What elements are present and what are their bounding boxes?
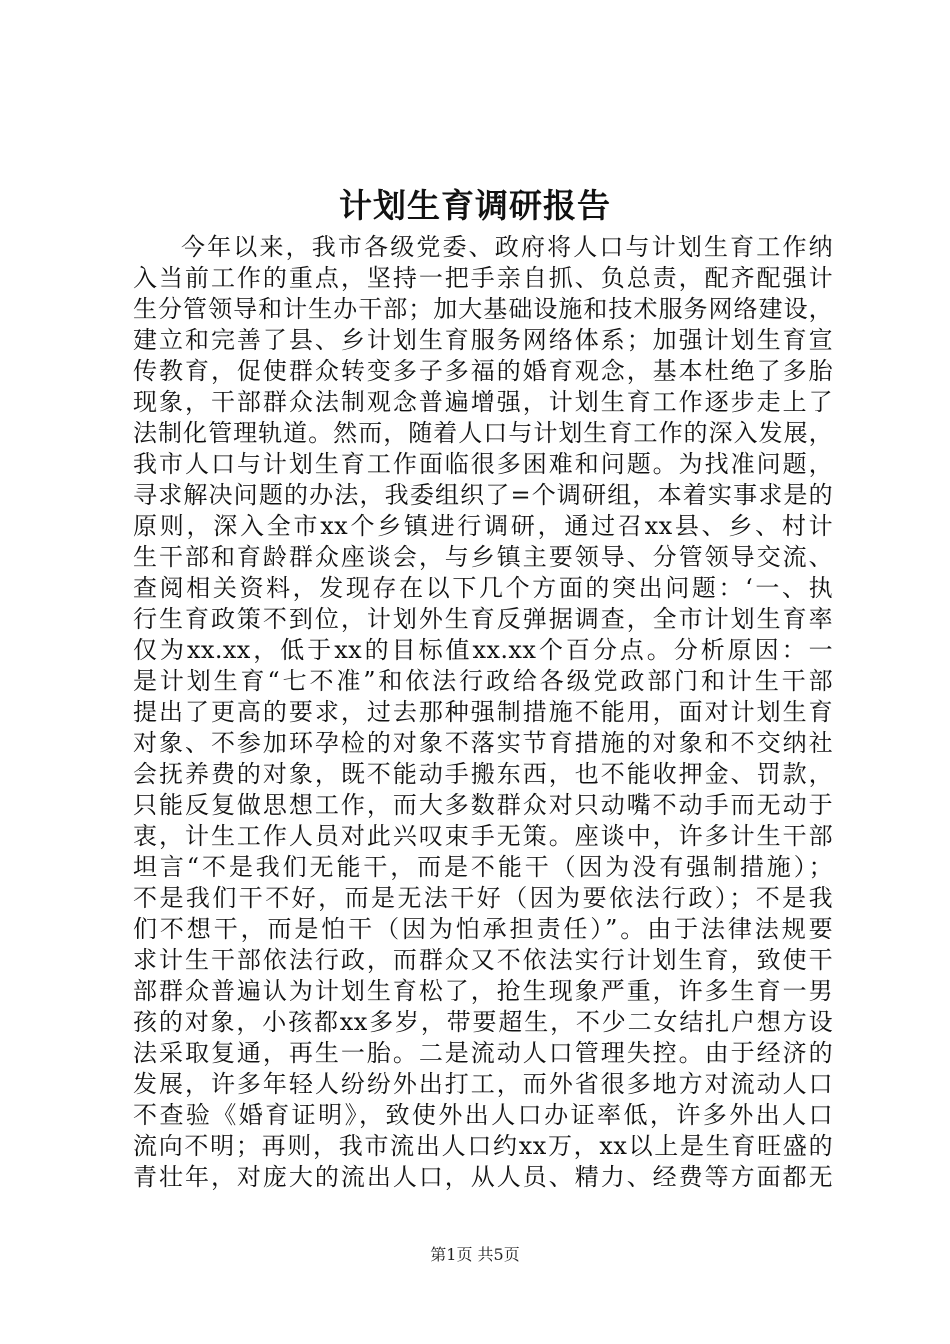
body-line: 传教育，促使群众转变多子多福的婚育观念，基本杜绝了多胎 xyxy=(133,357,833,385)
body-line: 提出了更高的要求，过去那种强制措施不能用，面对计划生育 xyxy=(133,698,833,726)
body-line: 仅为xx.xx，低于xx的目标值xx.xx个百分点。分析原因：一 xyxy=(133,636,833,664)
body-line: 生干部和育龄群众座谈会，与乡镇主要领导、分管领导交流、 xyxy=(133,543,833,571)
body-line: 入当前工作的重点，坚持一把手亲自抓、负总责，配齐配强计 xyxy=(133,264,833,292)
body-line: 行生育政策不到位，计划外生育反弹据调查，全市计划生育率 xyxy=(133,605,833,633)
body-line: 法采取复通，再生一胎。二是流动人口管理失控。由于经济的 xyxy=(133,1039,833,1067)
body-line: 寻求解决问题的办法，我委组织了=个调研组，本着实事求是的 xyxy=(133,481,833,509)
body-line: 发展，许多年轻人纷纷外出打工，而外省很多地方对流动人口 xyxy=(133,1070,833,1098)
body-line: 今年以来，我市各级党委、政府将人口与计划生育工作纳 xyxy=(181,233,833,261)
body-line: 现象，干部群众法制观念普遍增强，计划生育工作逐步走上了 xyxy=(133,388,833,416)
body-line: 对象、不参加环孕检的对象不落实节育措施的对象和不交纳社 xyxy=(133,729,833,757)
body-line: 原则，深入全市xx个乡镇进行调研，通过召xx县、乡、村计 xyxy=(133,512,833,540)
body-line: 生分管领导和计生办干部；加大基础设施和技术服务网络建设， xyxy=(133,295,833,323)
body-line: 坦言“不是我们无能干，而是不能干（因为没有强制措施）； xyxy=(133,853,833,881)
body-line: 衷，计生工作人员对此兴叹束手无策。座谈中，许多计生干部 xyxy=(133,822,833,850)
body-line: 法制化管理轨道。然而，随着人口与计划生育工作的深入发展， xyxy=(133,419,833,447)
body-line: 查阅相关资料，发现存在以下几个方面的突出问题：‘一、执 xyxy=(133,574,833,602)
body-line: 我市人口与计划生育工作面临很多困难和问题。为找准问题， xyxy=(133,450,833,478)
body-line: 建立和完善了县、乡计划生育服务网络体系；加强计划生育宣 xyxy=(133,326,833,354)
document-body xyxy=(133,232,833,1193)
body-line: 流向不明；再则，我市流出人口约xx万，xx以上是生育旺盛的 xyxy=(133,1132,833,1160)
body-line: 不查验《婚育证明》，致使外出人口办证率低，许多外出人口 xyxy=(133,1101,833,1129)
body-line: 孩的对象，小孩都xx多岁，带要超生，不少二女结扎户想方设 xyxy=(133,1008,833,1036)
body-line: 只能反复做思想工作，而大多数群众对只动嘴不动手而无动于 xyxy=(133,791,833,819)
body-line: 不是我们干不好，而是无法干好（因为要依法行政）；不是我 xyxy=(133,884,833,912)
body-line: 会抚养费的对象，既不能动手搬东西，也不能收押金、罚款， xyxy=(133,760,833,788)
document-title: 计划生育调研报告 xyxy=(339,186,611,225)
body-line: 部群众普遍认为计划生育松了，抢生现象严重，许多生育一男 xyxy=(133,977,833,1005)
body-line: 求计生干部依法行政，而群众又不依法实行计划生育，致使干 xyxy=(133,946,833,974)
body-line: 是计划生育“七不准”和依法行政给各级党政部门和计生干部 xyxy=(133,667,833,695)
body-line: 们不想干，而是怕干（因为怕承担责任）”。由于法律法规要 xyxy=(133,915,833,943)
body-line: 青壮年，对庞大的流出人口，从人员、精力、经费等方面都无 xyxy=(133,1163,833,1191)
page-number: 第1页 共5页 xyxy=(430,1245,520,1264)
